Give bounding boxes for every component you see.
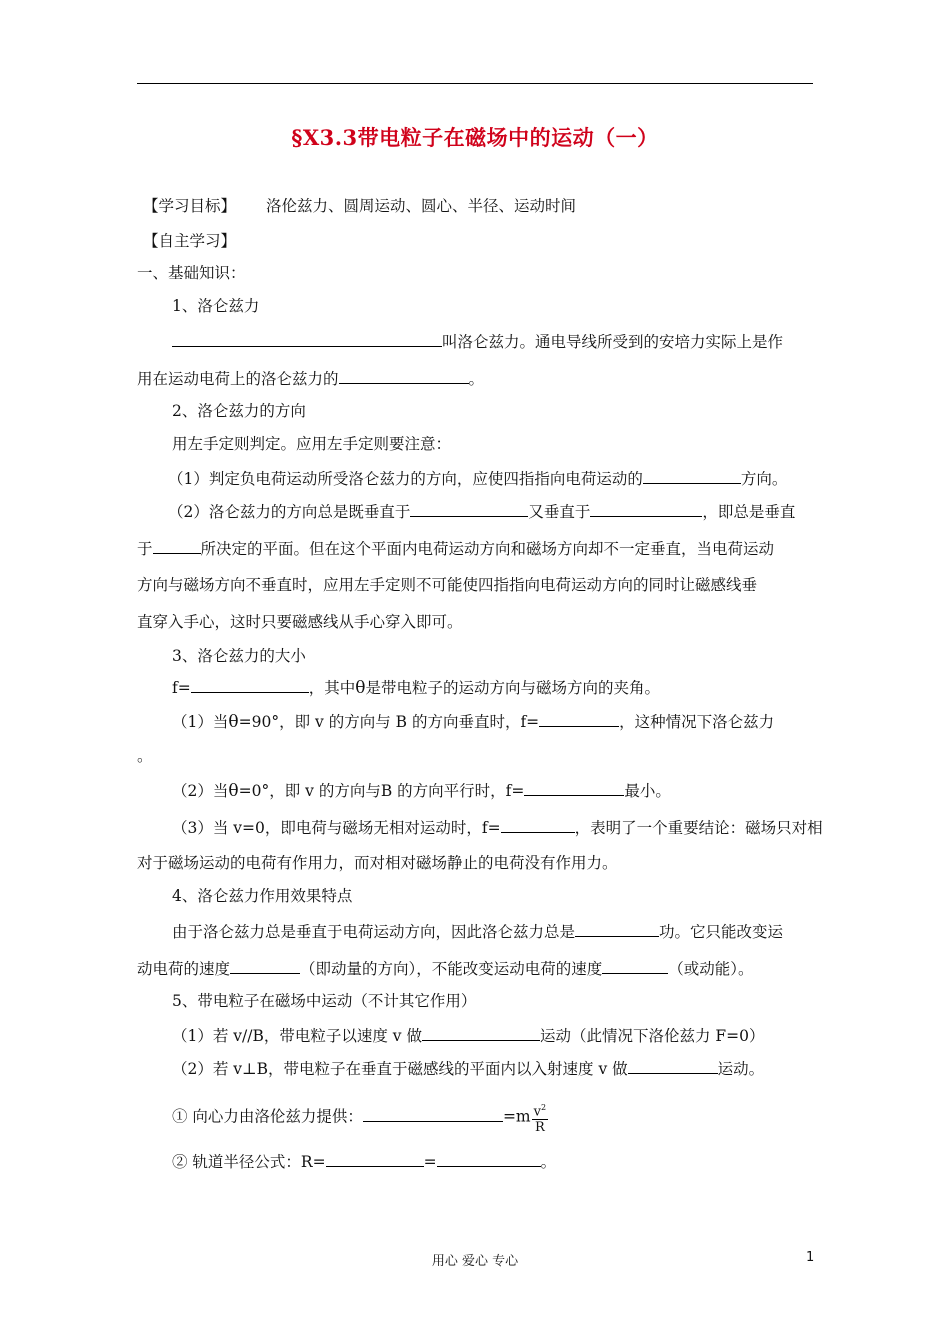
objectives-text: 洛伦兹力、圆周运动、圆心、半径、运动时间 <box>266 197 577 215</box>
text-run: 功。它只能改变运 <box>659 923 784 941</box>
fill-blank[interactable] <box>524 779 624 796</box>
item2-line3 <box>137 537 774 559</box>
text-run: 最小。 <box>624 782 671 800</box>
item1-line1 <box>172 330 783 352</box>
theta-symbol: θ <box>228 712 239 732</box>
item3-heading: 3、洛仑兹力的大小 <box>172 647 306 665</box>
page-title: §X3.3带电粒子在磁场中的运动（一） <box>291 125 659 150</box>
text-run: ，表明了一个重要结论：磁场只对相 <box>574 819 823 837</box>
text-run: 于 <box>137 540 153 558</box>
item2-heading: 2、洛仑兹力的方向 <box>172 402 306 420</box>
text-run: （3）当 v=0，即电荷与磁场无相对运动时，f= <box>172 819 501 837</box>
item2-point1 <box>168 467 787 489</box>
text-run: 。 <box>468 370 485 388</box>
text-run: （或动能）。 <box>668 960 754 978</box>
text-run: 动电荷的速度 <box>137 960 231 978</box>
fraction-exponent: 2 <box>540 1103 547 1112</box>
text-run: 用在运动电荷上的洛仑兹力的 <box>137 370 339 388</box>
item5-heading: 5、带电粒子在磁场中运动（不计其它作用） <box>172 992 477 1010</box>
text-run: （2）洛仑兹力的方向总是既垂直于 <box>168 503 411 521</box>
item3-case1-end: 。 <box>137 747 153 765</box>
page-footer: 用心 爱心 专心 <box>431 1254 519 1269</box>
fill-blank[interactable] <box>643 467 741 484</box>
fill-blank[interactable] <box>363 1105 503 1122</box>
item3-formula <box>172 676 660 698</box>
header-rule <box>137 83 813 84</box>
text-run: （2）若 v⊥B，带电粒子在垂直于磁感线的平面内以入射速度 v 做 <box>172 1060 628 1078</box>
text-run: （2）当 <box>172 782 229 800</box>
item3-case2 <box>172 779 671 801</box>
item5-step2 <box>172 1150 556 1172</box>
text-run: ① 向心力由洛伦兹力提供： <box>172 1107 363 1126</box>
text-run: 运动（此情况下洛伦兹力 F=0） <box>540 1027 765 1045</box>
item2-line5: 直穿入手心，这时只要磁感线从手心穿入即可。 <box>137 613 463 631</box>
text-run: 所决定的平面。但在这个平面内电荷运动方向和磁场方向却不一定垂直，当电荷运动 <box>200 540 775 558</box>
fill-blank[interactable] <box>602 957 668 974</box>
item3-case1 <box>172 710 774 732</box>
text-run: ，即总是垂直 <box>702 503 796 521</box>
item3-case3 <box>172 816 823 838</box>
text-run: =m <box>502 1107 531 1126</box>
item2-line4: 方向与磁场方向不垂直时，应用左手定则不可能使四指指向电荷运动方向的同时让磁感线垂 <box>137 576 758 594</box>
text-run: ② 轨道半径公式：R= <box>172 1153 326 1171</box>
text-run: 是带电粒子的运动方向与磁场方向的夹角。 <box>365 679 661 697</box>
theta-symbol: θ <box>228 781 239 801</box>
fraction-numerator: v <box>533 1104 541 1120</box>
fraction-denominator: R <box>534 1120 545 1136</box>
text-run: f= <box>172 679 191 697</box>
item3-case3-cont: 对于磁场运动的电荷有作用力，而对相对磁场静止的电荷没有作用力。 <box>137 854 618 872</box>
item4-line2 <box>137 957 754 979</box>
page-number: 1 <box>806 1250 815 1265</box>
text-run: （1）判定负电荷运动所受洛仑兹力的方向，应使四指指向电荷运动的 <box>168 470 643 488</box>
item5-step1 <box>172 1100 548 1135</box>
text-run: 由于洛仑兹力总是垂直于电荷运动方向，因此洛仑兹力总是 <box>172 923 576 941</box>
item4-line1 <box>172 920 783 942</box>
text-run: ，这种情况下洛仑兹力 <box>619 713 775 731</box>
item4-heading: 4、洛仑兹力作用效果特点 <box>172 887 353 905</box>
fill-blank[interactable] <box>628 1057 718 1074</box>
text-run: 又垂直于 <box>528 503 591 521</box>
fill-blank[interactable] <box>575 920 659 937</box>
fill-blank[interactable] <box>437 1150 541 1167</box>
theta-symbol: θ <box>355 678 366 698</box>
fill-blank[interactable] <box>501 816 575 833</box>
fill-blank[interactable] <box>153 537 201 554</box>
text-run: 运动。 <box>717 1060 765 1078</box>
fill-blank[interactable] <box>410 500 528 517</box>
fill-blank[interactable] <box>230 957 300 974</box>
text-run: （1）若 v//B，带电粒子以速度 v 做 <box>172 1027 422 1045</box>
fill-blank[interactable] <box>339 367 469 384</box>
fill-blank[interactable] <box>422 1024 540 1041</box>
fill-blank[interactable] <box>590 500 702 517</box>
text-run: 。 <box>540 1153 557 1171</box>
fill-blank[interactable] <box>539 710 619 727</box>
section-heading: 一、基础知识： <box>137 264 246 282</box>
text-run: （即动量的方向），不能改变运动电荷的速度 <box>300 960 603 978</box>
fill-blank[interactable] <box>191 676 309 693</box>
v-squared-over-r <box>532 1100 548 1135</box>
item5-case1 <box>172 1024 765 1046</box>
text-run: =90°，即 v 的方向与 B 的方向垂直时，f= <box>238 713 540 731</box>
objectives-label: 【学习目标】 <box>143 197 237 215</box>
item5-case2 <box>172 1057 764 1079</box>
text-run: （1）当 <box>172 713 229 731</box>
item2-intro: 用左手定则判定。应用左手定则要注意： <box>172 435 452 453</box>
text-run: =0°，即 v 的方向与B 的方向平行时，f= <box>238 782 525 800</box>
self-study-heading: 【自主学习】 <box>143 232 237 250</box>
text-run: ，其中 <box>308 679 356 697</box>
objectives-line <box>143 196 576 216</box>
fill-blank[interactable] <box>326 1150 424 1167</box>
text-run: 叫洛仑兹力。通电导线所受到的安培力实际上是作 <box>442 333 784 351</box>
item2-point2 <box>168 500 795 522</box>
item1-heading: 1、洛仑兹力 <box>172 297 260 315</box>
text-run: 方向。 <box>740 470 788 488</box>
fill-blank[interactable] <box>172 330 442 347</box>
text-run: = <box>423 1153 437 1171</box>
item1-line2 <box>137 367 484 389</box>
